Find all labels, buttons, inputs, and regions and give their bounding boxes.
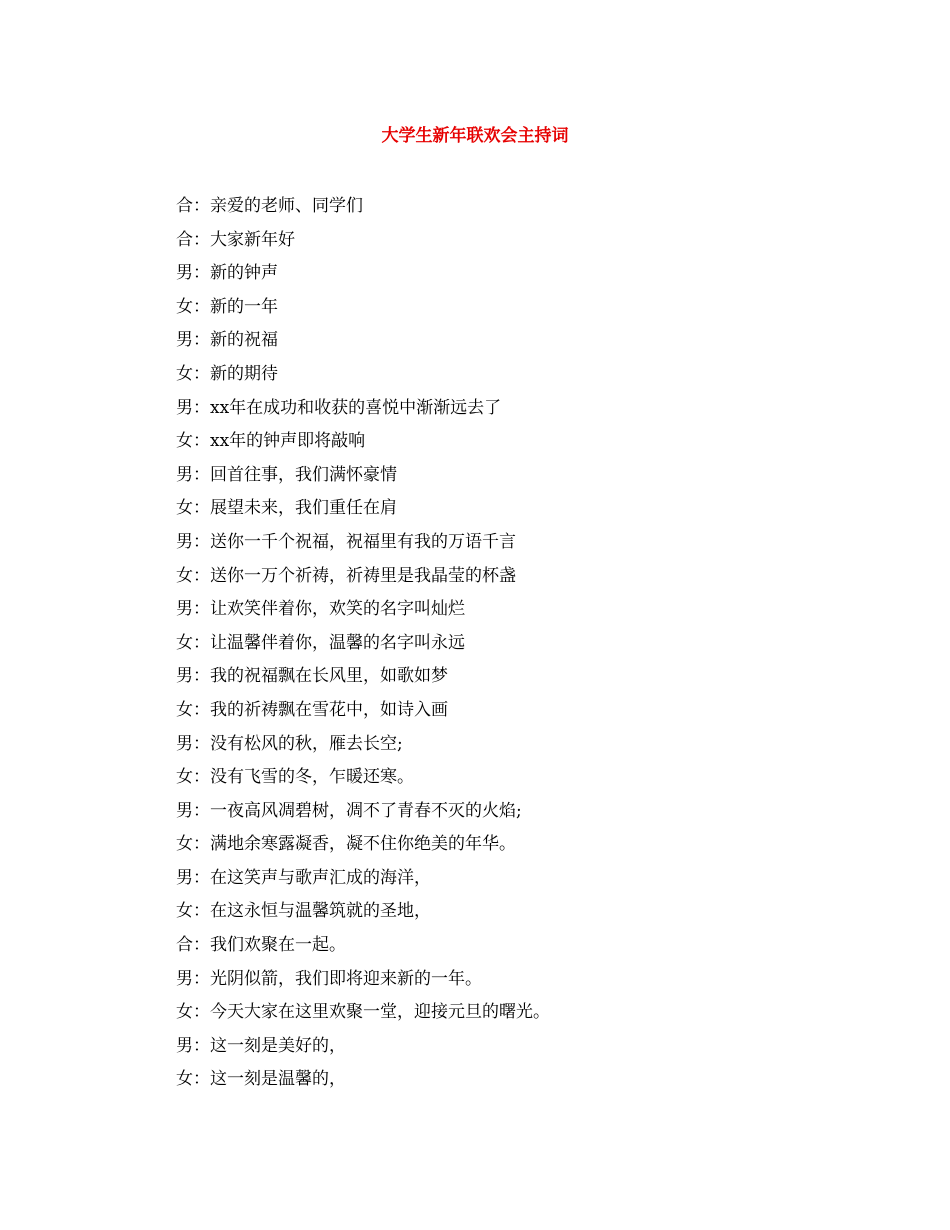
script-line: 女：我的祈祷飘在雪花中，如诗入画 xyxy=(176,699,448,720)
script-line: 男：xx年在成功和收获的喜悦中渐渐远去了 xyxy=(176,397,502,418)
script-line: 男：一夜高风凋碧树，凋不了青春不灭的火焰; xyxy=(176,800,522,821)
script-line: 男：我的祝福飘在长风里，如歌如梦 xyxy=(176,666,448,687)
script-line: 女：新的一年 xyxy=(176,296,278,317)
script-line: 男：回首往事，我们满怀豪情 xyxy=(176,464,397,485)
script-line: 女：今天大家在这里欢聚一堂，迎接元旦的曙光。 xyxy=(176,1002,550,1023)
script-line: 女：让温馨伴着你，温馨的名字叫永远 xyxy=(176,632,465,653)
script-line: 合：亲爱的老师、同学们 xyxy=(176,196,363,216)
script-line: 女：在这永恒与温馨筑就的圣地， xyxy=(176,901,431,922)
script-line: 合：我们欢聚在一起。 xyxy=(176,935,346,956)
script-line: 男：送你一千个祝福，祝福里有我的万语千言 xyxy=(176,531,516,552)
script-line: 女：送你一万个祈祷，祈祷里是我晶莹的杯盏 xyxy=(176,565,516,586)
script-lines xyxy=(176,193,816,1100)
script-line: 合：大家新年好 xyxy=(176,229,295,250)
script-line: 女：满地余寒露凝香，凝不住你绝美的年华。 xyxy=(176,834,516,855)
script-line: 男：新的钟声 xyxy=(176,263,278,284)
script-line: 女：xx年的钟声即将敲响 xyxy=(176,431,366,452)
script-line: 男：在这笑声与歌声汇成的海洋， xyxy=(176,867,431,888)
script-line: 女：展望未来，我们重任在肩 xyxy=(176,498,397,519)
script-line: 女：没有飞雪的冬，乍暖还寒。 xyxy=(176,767,414,788)
script-line: 女：这一刻是温馨的， xyxy=(176,1069,346,1090)
script-line: 男：没有松风的秋，雁去长空; xyxy=(176,733,403,754)
script-line: 女：新的期待 xyxy=(176,363,278,384)
document-title: 大学生新年联欢会主持词 xyxy=(381,126,569,146)
script-line: 男：这一刻是美好的， xyxy=(176,1035,346,1056)
script-line: 男：新的祝福 xyxy=(176,330,278,351)
script-line: 男：光阴似箭，我们即将迎来新的一年。 xyxy=(176,968,482,989)
script-line: 男：让欢笑伴着你，欢笑的名字叫灿烂 xyxy=(176,599,465,620)
